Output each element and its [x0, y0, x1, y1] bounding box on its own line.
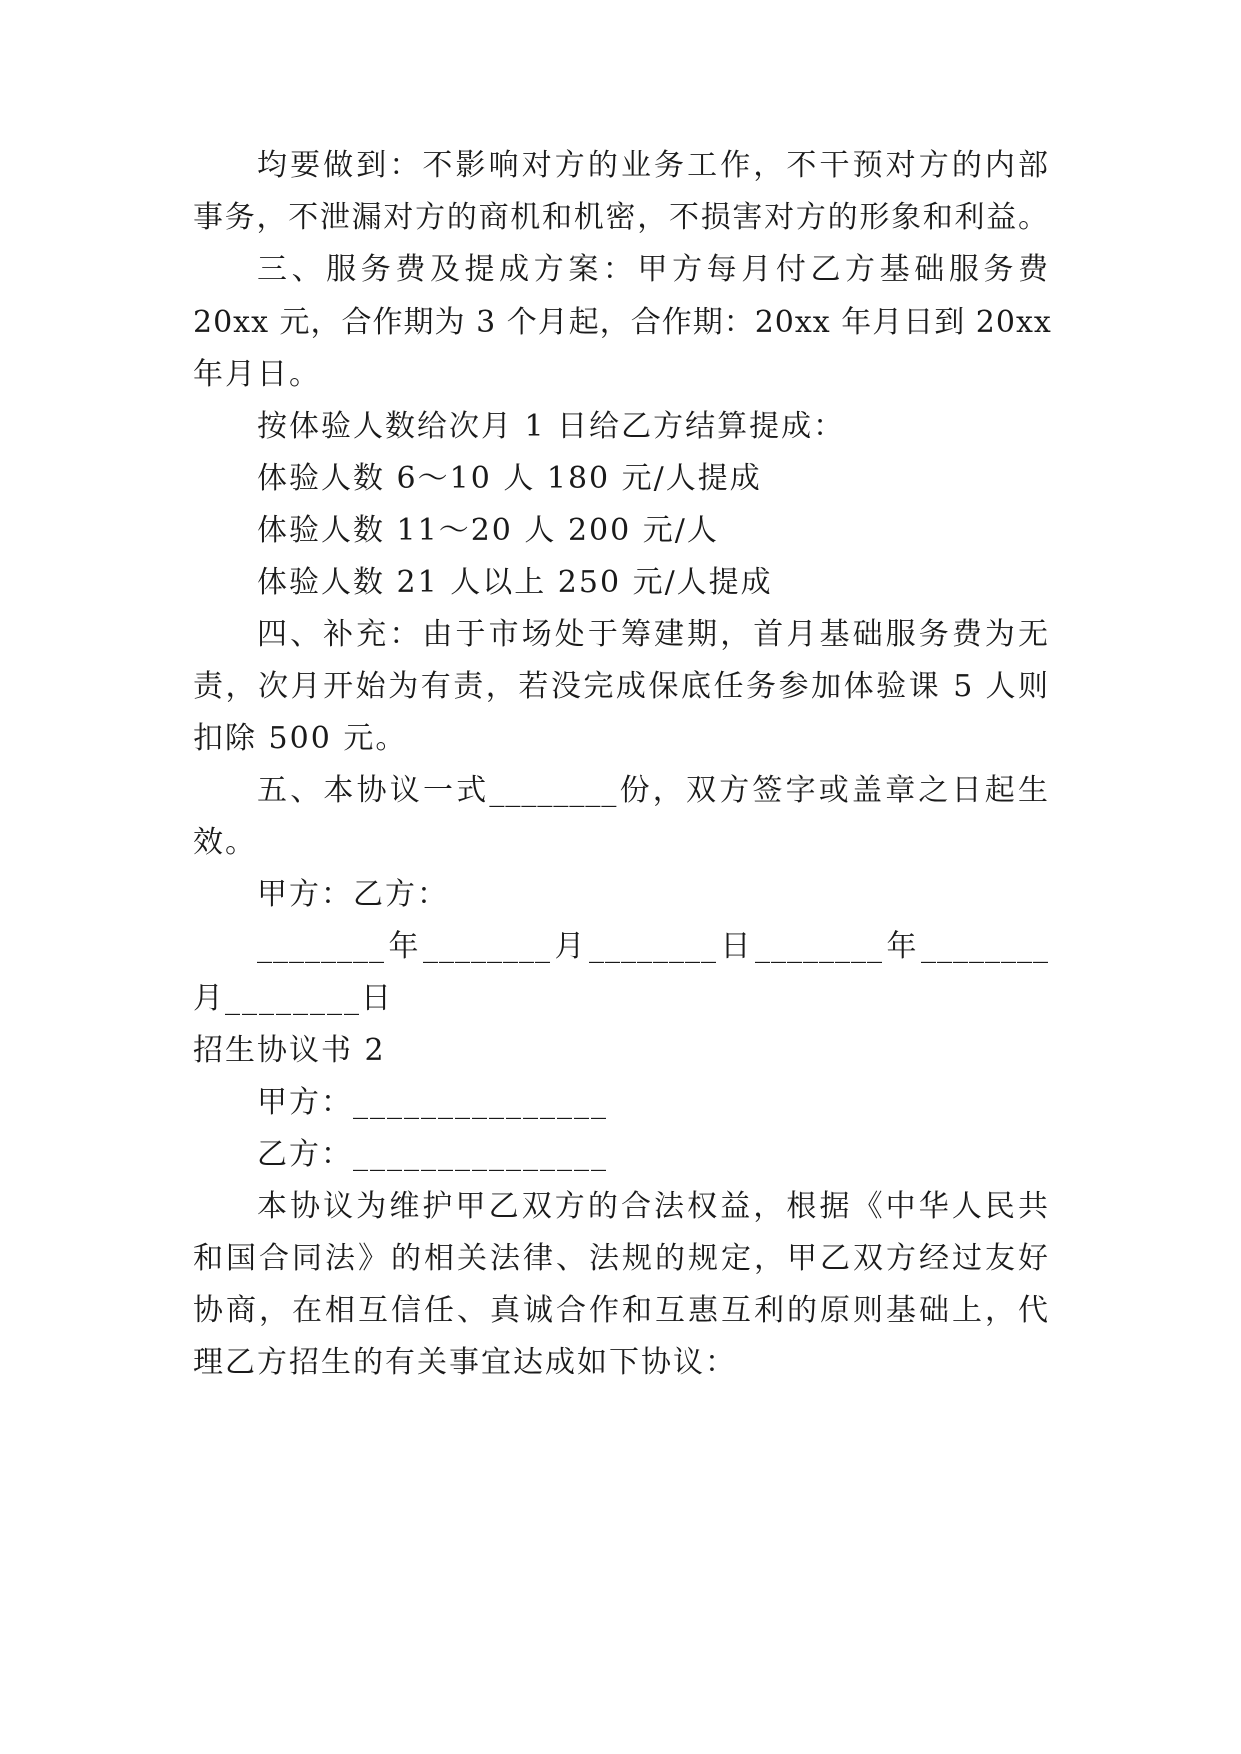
paragraph-line: 年月日。	[193, 357, 321, 392]
commission-tier-2: 体验人数 11～20 人 200 元/人	[257, 513, 719, 548]
section-three-heading: 三、服务费及提成方案：甲方每月付乙方基础服务费	[257, 252, 1049, 287]
paragraph-line: 和国合同法》的相关法律、法规的规定，甲乙双方经过友好	[193, 1241, 1049, 1276]
paragraph-line: 理乙方招生的有关事宜达成如下协议：	[193, 1345, 737, 1380]
section-five-heading: 五、本协议一式________份，双方签字或盖章之日起生	[257, 773, 1049, 808]
party-a-line: 甲方：_______________	[257, 1085, 608, 1120]
paragraph-line: 协商，在相互信任、真诚合作和互惠互利的原则基础上，代	[193, 1293, 1049, 1328]
paragraph-line: 20xx 元，合作期为 3 个月起，合作期：20xx 年月日到 20xx	[193, 305, 1052, 340]
commission-tier-1: 体验人数 6～10 人 180 元/人提成	[257, 461, 762, 496]
commission-tier-3: 体验人数 21 人以上 250 元/人提成	[257, 565, 773, 600]
document-title: 招生协议书 2	[193, 1033, 386, 1068]
signature-date-line: 月________日	[193, 981, 393, 1016]
paragraph-line: 均要做到：不影响对方的业务工作，不干预对方的内部	[257, 148, 1049, 183]
paragraph-line: 事务，不泄漏对方的商机和机密，不损害对方的形象和利益。	[193, 200, 1049, 235]
paragraph-line: 本协议为维护甲乙双方的合法权益，根据《中华人民共	[257, 1189, 1049, 1224]
paragraph-line: 按体验人数给次月 1 日给乙方结算提成：	[257, 409, 846, 444]
party-b-line: 乙方：_______________	[257, 1137, 608, 1172]
signature-parties: 甲方：乙方：	[257, 877, 449, 912]
signature-date-line: ________年________月________日________年________	[257, 929, 1049, 964]
paragraph-line: 责，次月开始为有责，若没完成保底任务参加体验课 5 人则	[193, 669, 1049, 704]
paragraph-line: 效。	[193, 825, 257, 860]
section-four-heading: 四、补充：由于市场处于筹建期，首月基础服务费为无	[257, 617, 1049, 652]
paragraph-line: 扣除 500 元。	[193, 721, 408, 756]
